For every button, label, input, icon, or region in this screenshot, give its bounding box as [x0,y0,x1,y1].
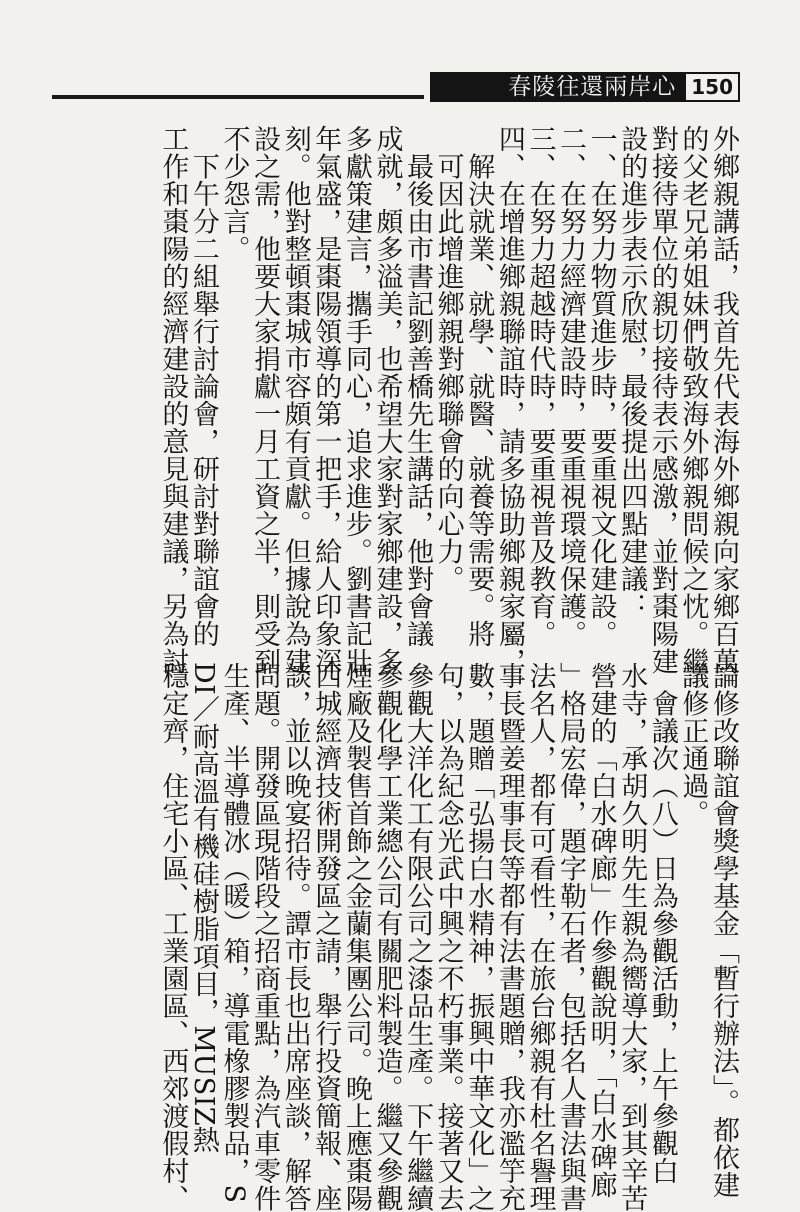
text-column: 可因此增進鄉親對鄉聯會的向心力。 [432,125,464,593]
text-column: 數，題贈「弘揚白水精神，振興中華文化」之 [463,662,495,1212]
text-column: 成就，頗多溢美，也希望大家對家鄉建設，多 [371,125,403,675]
text-column: 不少怨言。 [218,125,250,263]
text-column: 會議次（八）日為參觀活動，上午參觀白 [646,662,678,1185]
text-column: 」格局宏偉，題字勒石者，包括名人書法與書 [555,662,587,1212]
text-column: 最後由市書記劉善橋先生講話，他對會議 [402,125,434,648]
text-column: 水寺，承胡久明先生親為嚮導大家，到其辛苦 [616,662,648,1212]
text-column: 年氣盛，是棗陽領導的第一把手，給人印象深 [310,125,342,675]
text-column: 生產、半導體冰（暖）箱，導電橡膠製品，S [218,662,250,1204]
text-column: 句，以為紀念光武中興之不朽事業。接著又去 [432,662,464,1212]
text-column: 穩定齊，住宅小區、工業園區、西郊渡假村、 [157,662,189,1212]
text-column: 問題。開發區現階段之招商重點，為汽車零件 [249,662,281,1212]
lower-text-block [157,662,739,1212]
header-rule [52,95,424,99]
text-column: 三、在努力超越時代時，要重視普及教育。 [524,125,556,648]
text-column: 營建的「白水碑廊」作參觀說明，「白水碑廊 [585,662,617,1199]
text-column: 刻。他對整頓棗城市容頗有貢獻。但據說為建 [279,125,311,675]
text-column: 外鄉親講話，我首先代表海外鄉親向家鄉百萬 [708,125,739,675]
text-column: 法名人，都有可看性，在旅台鄉親有杜名譽理 [524,662,556,1212]
running-title: 春陵往還兩岸心 [508,74,677,100]
text-column: 參觀化學工業總公司有關肥料製造。繼又參觀 [371,662,403,1212]
text-column: 西城經濟技術開發區之請，舉行投資簡報、座 [310,662,342,1212]
text-column: 議修正通過。 [677,662,709,827]
text-column: 一、在努力物質進步時，要重視文化建設。 [585,125,617,648]
text-column: 論修改聯誼會獎學基金「暫行辦法」。都依建 [708,662,739,1199]
text-column: 多獻策建言，攜手同心，追求進步。劉書記壯 [340,125,372,675]
text-column: 對接待單位的親切接待表示感激，並對棗陽建 [646,125,678,675]
text-column: 煙廠及製售首飾之金蘭集團公司。晚上應棗陽 [340,662,372,1212]
text-column: 四、在增進鄉親聯誼時，請多協助鄉親家屬， [493,125,525,675]
text-column: 設的進步表示欣慰，最後提出四點建議： [616,125,648,620]
text-column: 設之需，他要大家捐獻一月工資之半，則受到 [249,125,281,675]
text-column: 談，並以晚宴招待。譚市長也出席座談，解答 [279,662,311,1212]
text-column: 解決就業、就學、就醫、就養等需要。將 [463,125,495,648]
text-column: 下午分二組舉行討論會，研討對聯誼會的 [187,125,219,648]
page-number: 150 [684,72,740,102]
text-column: 工作和棗陽的經濟建設的意見與建議，另為討 [157,125,189,675]
text-column: 參觀大洋化工有限公司之漆品生產。下午繼續 [402,662,434,1212]
text-column: 事長暨姜理事長等都有法書題贈，我亦濫竽充 [493,662,525,1212]
text-column: 二、在努力經濟建設時，要重視環境保護。 [555,125,587,648]
text-column: DI／耐高溫有機硅樹脂項目，MUSIZ熱 [187,662,219,1154]
text-column: 的父老兄弟姐妹們敬致海外鄉親問候之忱。繼 [677,125,709,675]
upper-text-block [157,125,739,675]
running-header [430,72,740,102]
